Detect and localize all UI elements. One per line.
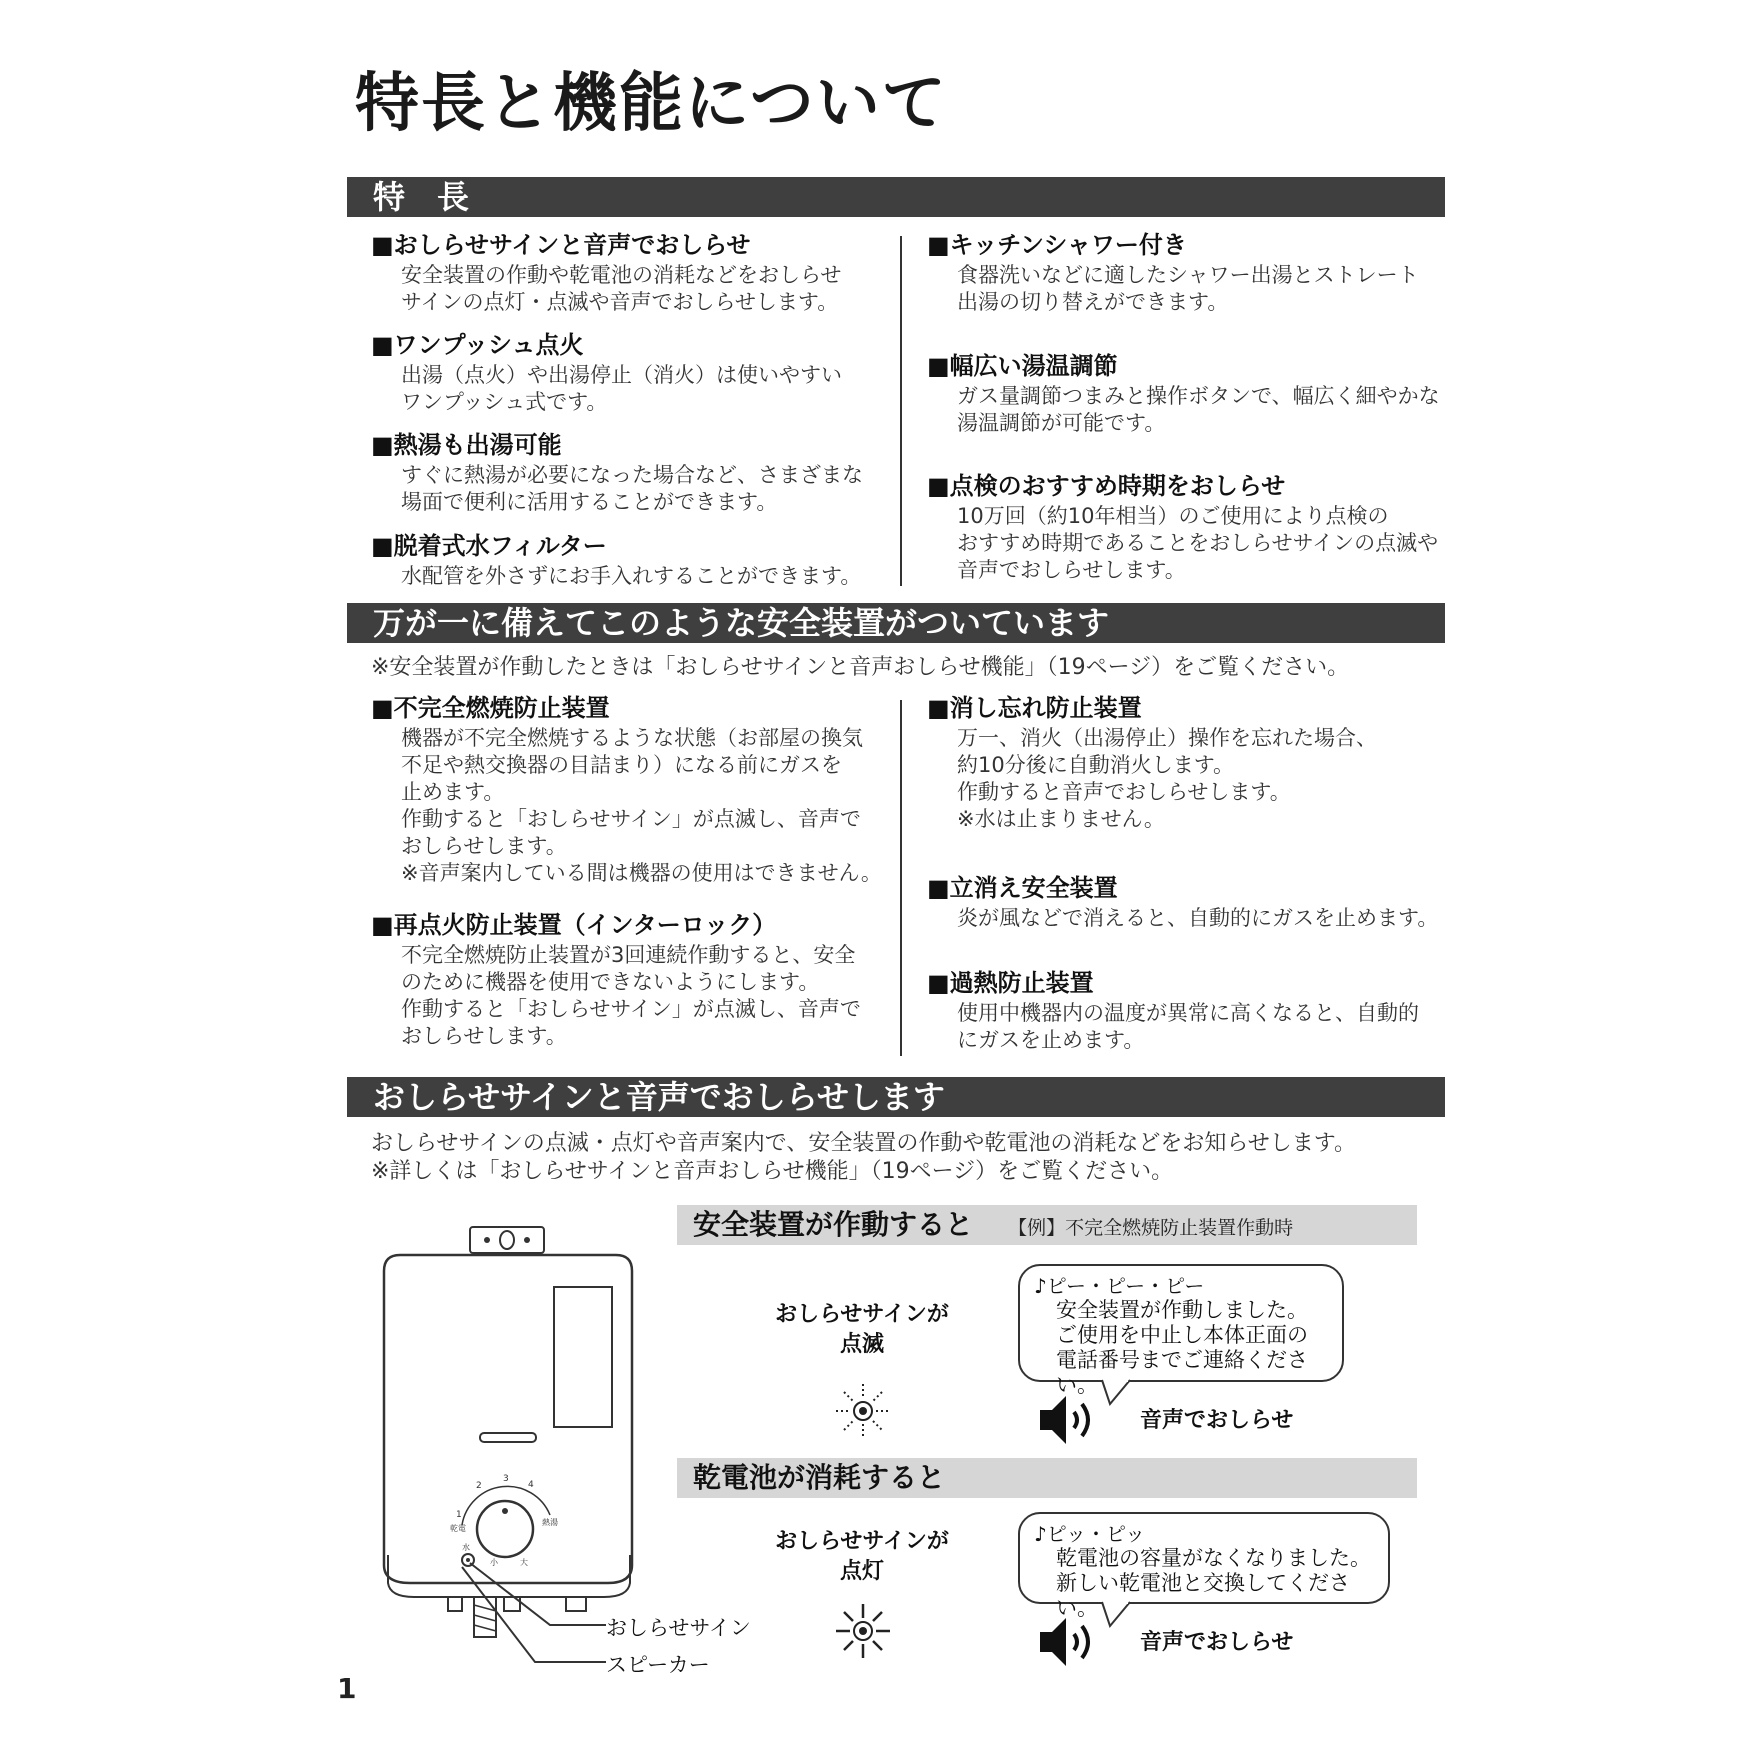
feature-body: すぐに熱湯が必要になった場合など、さまざまな 場面で便利に活用することができます。 <box>401 463 863 514</box>
dial-mark-1: 1 <box>456 1510 462 1520</box>
case1-sound: ♪ピー・ピー・ピー <box>1034 1274 1205 1298</box>
dial-mark-3: 3 <box>503 1474 509 1484</box>
speaker-icon <box>1036 1612 1100 1672</box>
feature-item <box>371 531 891 590</box>
case1-voice-label: 音声でおしらせ <box>1140 1408 1294 1433</box>
safety-title: ■消し忘れ防止装置 <box>927 694 1142 722</box>
water-heater-illustration <box>370 1225 770 1665</box>
notice-heading: おしらせサインと音声でおしらせします <box>347 1077 1445 1117</box>
safety-title: ■立消え安全装置 <box>927 874 1118 902</box>
case1-bar <box>677 1205 1417 1245</box>
case1-subtitle: 【例】不完全燃焼防止装置作動時 <box>1008 1217 1294 1239</box>
safety-heading: 万が一に備えてこのような安全装置がついています <box>347 603 1445 643</box>
lit-lamp-icon <box>834 1602 892 1660</box>
feature-title: ■キッチンシャワー付き <box>927 231 1187 259</box>
case2-voice-label: 音声でおしらせ <box>1140 1630 1294 1655</box>
speaker-icon <box>1036 1390 1100 1450</box>
feature-item <box>927 471 1447 584</box>
page-title: 特長と機能について <box>355 67 948 141</box>
feature-title: ■脱着式水フィルター <box>371 532 607 560</box>
safety-body: 機器が不完全燃焼するような状態（お部屋の換気 不足や熱交換器の目詰まり）になる前にガスを 止めます。 作動すると「おしらせサイン」が点滅し、音声で おしらせします。 ※音声案内している間は機器の使用はできません。 <box>401 726 882 885</box>
safety-body: 不完全燃焼防止装置が3回連続作動すると、安全 のために機器を使用できないようにします。 作動すると「おしらせサイン」が点滅し、音声で おしらせします。 <box>401 943 861 1048</box>
safety-item <box>927 968 1447 1054</box>
dial-mark-large: 大 <box>520 1558 528 1567</box>
feature-body: 食器洗いなどに適したシャワー出湯とストレート 出湯の切り替えができます。 <box>957 263 1419 314</box>
dial-mark-small: 小 <box>490 1558 498 1567</box>
safety-title: ■不完全燃焼防止装置 <box>371 694 610 722</box>
safety-item <box>927 873 1447 932</box>
sign-callout-label: おしらせサイン <box>606 1616 751 1640</box>
bubble-tail <box>1100 1378 1140 1408</box>
dial-mark-dry: 乾電 <box>450 1524 466 1533</box>
feature-body: 出湯（点火）や出湯停止（消火）は使いやすい ワンプッシュ式です。 <box>401 363 842 414</box>
feature-title: ■ワンプッシュ点火 <box>371 331 584 359</box>
safety-body: 使用中機器内の温度が異常に高くなると、自動的 にガスを止めます。 <box>957 1001 1419 1052</box>
column-divider <box>900 700 902 1056</box>
case1-title: 安全装置が作動すると <box>693 1208 974 1241</box>
features-heading: 特 長 <box>347 177 1445 217</box>
case2-sign-label: おしらせサインが 点灯 <box>775 1529 949 1584</box>
safety-title: ■再点火防止装置（インターロック） <box>371 911 777 939</box>
display-panel <box>554 1287 612 1427</box>
feature-title: ■熱湯も出湯可能 <box>371 431 562 459</box>
case2-title: 乾電池が消耗すると <box>693 1461 946 1494</box>
feature-item <box>371 230 891 316</box>
feature-body: 10万回（約10年相当）のご使用により点検の おすすめ時期であることをおしらせサインの点滅や 音声でおしらせします。 <box>957 504 1439 582</box>
feature-title: ■幅広い湯温調節 <box>927 352 1118 380</box>
feature-item <box>927 351 1447 437</box>
case2-sound: ♪ピッ・ピッ <box>1034 1522 1146 1546</box>
case2-message: 乾電池の容量がなくなりました。 新しい乾電池と交換してください。 <box>1056 1546 1371 1620</box>
safety-item <box>927 693 1447 833</box>
dial-mark-water: 水 <box>462 1543 470 1552</box>
feature-body: ガス量調節つまみと操作ボタンで、幅広く細やかな 湯温調節が可能です。 <box>957 384 1440 435</box>
safety-body: 炎が風などで消えると、自動的にガスを止めます。 <box>957 906 1439 930</box>
feature-title: ■おしらせサインと音声でおしらせ <box>371 231 751 259</box>
case1-message: 安全装置が作動しました。 ご使用を中止し本体正面の 電話番号までご連絡ください。 <box>1056 1298 1308 1397</box>
case2-bar <box>677 1458 1417 1498</box>
case1-speech-bubble <box>1018 1264 1344 1397</box>
safety-body: 万一、消火（出湯停止）操作を忘れた場合、 約10分後に自動消火します。 作動すると音声でおしらせします。 ※水は止まりません。 <box>957 726 1377 831</box>
feature-title: ■点検のおすすめ時期をおしらせ <box>927 472 1286 500</box>
bubble-tail <box>1100 1600 1140 1630</box>
case1-sign-label: おしらせサインが 点滅 <box>775 1302 949 1357</box>
dial-mark-2: 2 <box>476 1481 482 1491</box>
safety-title: ■過熱防止装置 <box>927 969 1094 997</box>
safety-item <box>371 910 891 1050</box>
pipe <box>474 1597 496 1637</box>
safety-item <box>371 693 891 887</box>
page-number: 1 <box>337 1672 357 1705</box>
column-divider <box>900 236 902 586</box>
feature-body: 水配管を外さずにお手入れすることができます。 <box>401 564 862 588</box>
safety-note: ※安全装置が作動したときは「おしらせサインと音声おしらせ機能」（19ページ）をご覧ください。 <box>371 655 1350 680</box>
dial-mark-hot: 熱湯 <box>542 1518 558 1527</box>
notice-text: おしらせサインの点滅・点灯や音声案内で、安全装置の作動や乾電池の消耗などをお知らせします。 ※詳しくは「おしらせサインと音声おしらせ機能」（19ページ）をご覧ください。 <box>371 1131 1356 1184</box>
dial-mark-4: 4 <box>528 1480 534 1490</box>
case2-speech-bubble <box>1018 1512 1390 1620</box>
blinking-lamp-icon <box>834 1382 892 1440</box>
feature-item <box>371 330 891 416</box>
feature-item <box>371 430 891 516</box>
feature-item <box>927 230 1447 316</box>
feature-body: 安全装置の作動や乾電池の消耗などをおしらせ サインの点灯・点滅や音声でおしらせします。 <box>401 263 842 314</box>
speaker-callout-label: スピーカー <box>606 1653 710 1677</box>
